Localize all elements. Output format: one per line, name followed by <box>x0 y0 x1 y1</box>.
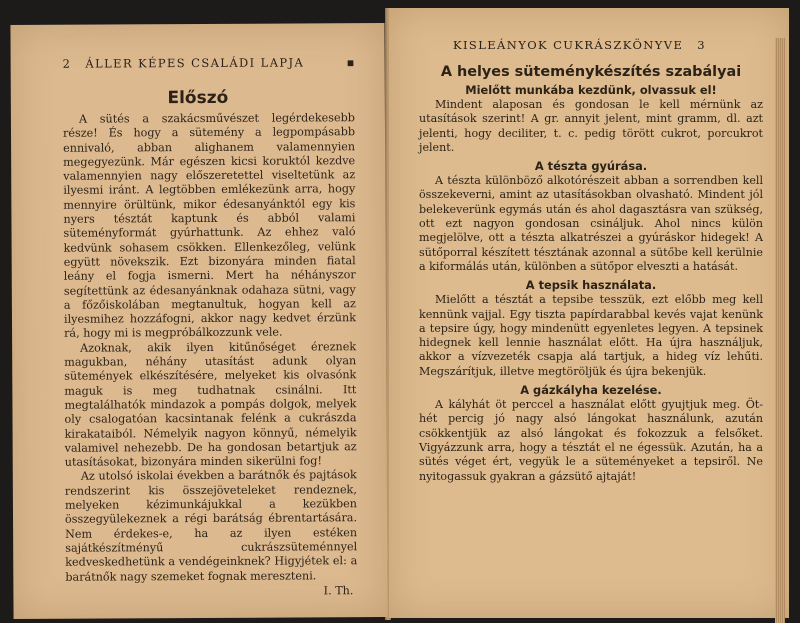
section-gas-stove <box>419 383 763 484</box>
foreword-title: Előszó <box>167 87 229 109</box>
header-mark: ▪ <box>346 55 356 70</box>
section-text: A tészta különböző alkotórészeit abban a sorrendben kell összekeverni, amint az utasításokban olvasható. Mindent jól belekeverünk egymás után és ahol dagasztásra van szükség, ott ezt nagyon gondosan csináljuk. Ahol nincs külön megjelölve, ott a tészta alkatrészei a gyúráskor hidegek! A sütőporral készített tésztának azonnal a sütőbe kell kerülnie a kiformálás után, különben a sütőpor elveszti a hatását. <box>419 174 763 273</box>
right-page-number: 3 <box>697 38 706 52</box>
left-page <box>10 23 387 619</box>
section-dough-kneading <box>419 159 763 274</box>
section-before-work <box>419 83 763 155</box>
section-baking-trays <box>419 278 763 379</box>
left-page-number: 2 <box>62 56 72 71</box>
rules-content <box>419 64 763 484</box>
foreword-paragraph-3: Az utolsó iskolai években a barátnők és pajtások rendszerint kis összejöveteleket rendeznek, melyeken kézimunkájukkal a kezükben összegyülekeznek a régi barátság ébrentartására. Nem érdekes-e, ha az ilyen estéken sajátkészítményű cukrászsüteménnyel kedveskedhetünk a vendégeinknek? Higyjétek el: a barátnők nagy szemeket fognak mereszteni. <box>64 468 358 584</box>
section-heading: A tepsik használata. <box>525 278 657 293</box>
right-header-text: KISLEÁNYOK CUKRÁSZKÖNYVE <box>453 38 684 52</box>
left-header-text: ÁLLER KÉPES CSALÁDI LAPJA <box>85 55 305 71</box>
foreword-paragraph-1: A sütés a szakácsművészet legérdekesebb része! És hogy a sütemény a legpompásabb ennivaló, abban alighanem valamennyien megegyezünk. Már egészen kicsi koruktól kezdve valamennyien nagy előszeretettel viseltetünk az ilyesmi iránt. A legtöbben emlékezünk arra, hogy mennyire örültünk, mikor édesanyánktól egy kis nyers tésztát kaptunk és abból valami süteményformát gyúrhattunk. Az ehhez való kedvünk sohasem csökken. Ellenkezőleg, velünk együtt növekszik. Ezt bizonyára minden fiatal leány el fogja ismerni. Mert ha néhányszor segítettünk az édesanyánknak odahaza sütni, vagy a főzőiskolában megtanultuk, hogyan kell az ilyesmihez hozzáfogni, akkor nagy kedvet érzünk rá, hogy mi is megpróbálkozzunk vele. <box>62 111 357 341</box>
section-text: Mindent alaposan és gondosan le kell mérnünk az utasítások szerint! A gr. annyit jelent, mint gramm, dl. azt jelenti, hogy deciliter, t. c. pedig törött cukrot, porcukrot jelent. <box>419 98 763 154</box>
left-running-header <box>63 55 305 70</box>
section-text: A kályhát öt perccel a használat előtt gyujtjuk meg. Öt-hét percig jó nagy alsó lángokat használunk, azután csökkentjük az alsó lángokat és fokozzuk a felsőket. Vigyázzunk arra, hogy a tésztát el ne égessük. Azután, ha a sütés véget ért, vegyük le a süteményeket a tepsiről. Ne nyitogassuk gyakran a gázsütő ajtaját! <box>419 398 763 483</box>
section-heading: Mielőtt munkába kezdünk, olvassuk el! <box>465 83 717 97</box>
right-running-header <box>453 38 706 52</box>
foreword-paragraph-2: Azoknak, akik ilyen kitűnőséget éreznek magukban, néhány utasítást adunk olyan sütemények elkészítésére, melyeket kis olvasónk maguk is meg tudhatnak csinálni. Itt megtalálhatók mindazok a pompás dolgok, melyek oly csalogatóan kacsintanak felénk a cukrászda kirakataiból. Némelyik nagyon könnyű, némelyik valamivel nehezebb. De ha gondosan betartjuk az utasításokat, bizonyára minden sikerülni fog! <box>64 339 357 469</box>
right-page <box>389 8 789 618</box>
rules-title: A helyes süteménykészítés szabályai <box>440 64 742 80</box>
section-text: Mielőtt a tésztát a tepsibe tesszük, ezt előbb meg kell kennünk vajjal. Egy tiszta papírdarabbal kevés vajat kenünk a tepsire úgy, hogy mindenütt egyenletes legyen. A tepsinek hidegnek kell lennie használat előtt. Ha újra használjuk, akkor a vízvezeték csapja alá tartjuk, a hideg víz lehűti. Megszárítjuk, illetve megtöröljük és újra bekenjük. <box>419 293 763 378</box>
foreword-signature: I. Th. <box>323 583 354 598</box>
section-heading: A gázkályha kezelése. <box>520 383 662 398</box>
section-heading: A tészta gyúrása. <box>534 159 648 174</box>
foreword-body <box>63 111 358 600</box>
page-edges <box>775 38 785 623</box>
